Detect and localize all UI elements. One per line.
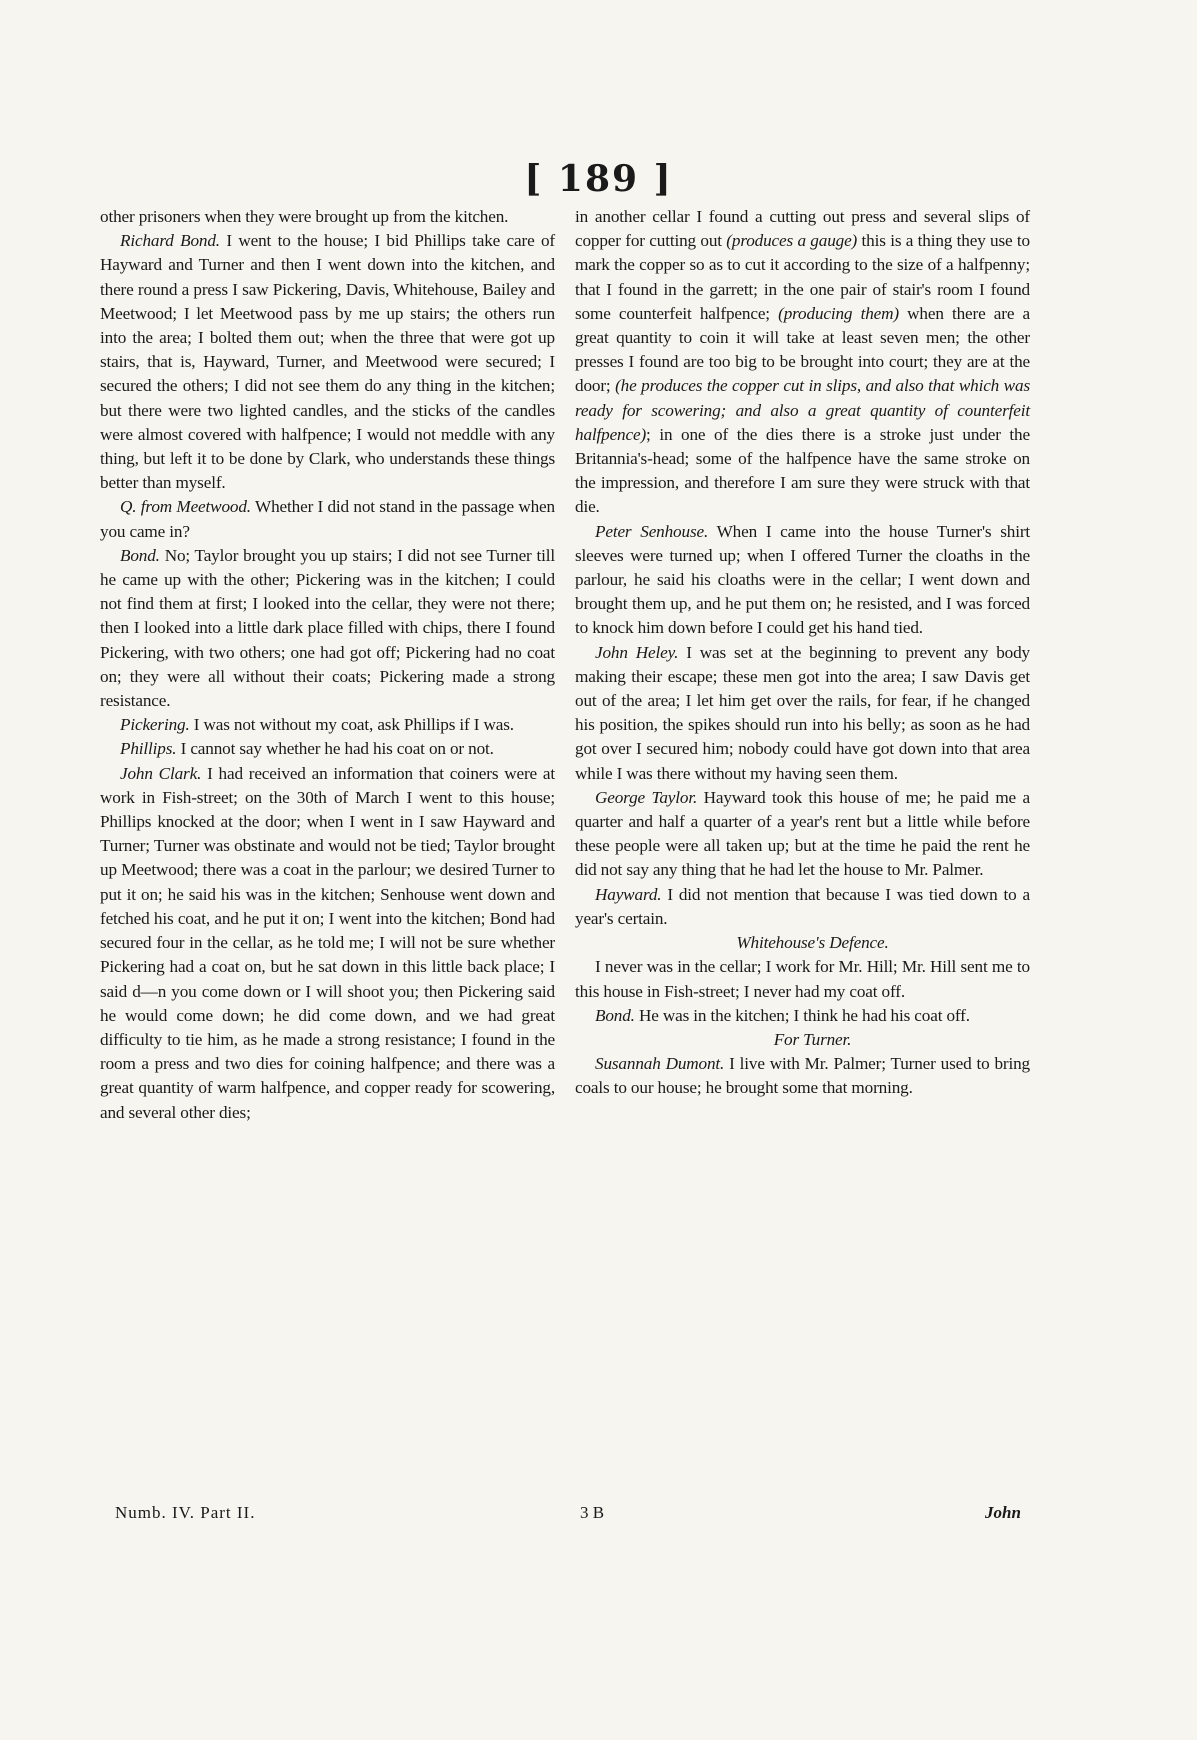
speaker-name: Hayward. [595,884,662,904]
testimony-paragraph [100,713,555,737]
testimony-text: Whether I did not stand in the passage when you came in? [100,497,555,541]
speaker-name: Peter Senhouse. [595,521,709,541]
testimony-paragraph [575,786,1030,883]
testimony-text: I did not mention that because I was tied down to a year's certain. [575,884,1030,928]
testimony-paragraph [575,883,1030,931]
testimony-paragraph [100,229,555,495]
catchword: John [985,1503,1021,1522]
speaker-name: Pickering. [120,715,190,735]
speaker-name: John Clark. [120,763,202,783]
testimony-paragraph [575,1004,1030,1028]
left-column [100,205,555,1125]
testimony-text: I had received an information that coiners were at work in Fish-street; on the 30th of March I went to this house; Phillips knocked at the door; when I went in I saw Hayward and Turner; Turner was obstinate and would not be tied; Taylor brought up Meetwood; there was a coat in the parlour; we desired Turner to put it on; he said his was in the kitchen; Senhouse went down and fetched his coat, and he put it on; I went into the kitchen; Bond had secured four in the cellar, as he told me; I will not be sure whether Pickering had a coat on, but he sat down in this little back place; I said d—n you come down or I will shoot you; then Pickering said he would come down; he did come down, and we had great difficulty to tie him, as he made a strong resistance; I found in the room a press and two dies for coining halfpence; and there was a great quantity of warm halfpence, and copper ready for scowering, and several other dies; [100,763,555,1122]
testimony-text: I was not without my coat, ask Phillips if I was. [193,715,514,735]
testimony-text: When I came into the house Turner's shirt sleeves were turned up; when I offered Turner the cloaths in the parlour, he said his cloaths were in the cellar; I went down and brought them up, and he put them on; he resisted, and I was forced to knock him down before I could get his hand tied. [575,521,1031,638]
testimony-text: I went to the house; I bid Phillips take care of Hayward and Turner and then I went down into the kitchen, and there round a press I saw Pickering, Davis, Whitehouse, Bailey and Meetwood; I let Meetwood pass by me up stairs; the others run into the area; I bolted them out; when the three that were got up stairs, that is, Hayward, Turner, and Meetwood were secured; I secured the others; I did not see them do any thing in the kitchen; but there were two lighted candles, and the sticks of the candles were almost covered with halfpence; I would not meddle with any thing, but left it to be done by Clark, who understands these things better than myself. [100,231,555,493]
signature-mark: Numb. IV. Part II. [115,1503,256,1522]
testimony-text: this is a thing they use to mark the copper so as to cut it according to the size of a halfpenny; that I found in the garrett; in the one pair of stair's room I found some counterfeit halfpence; [575,231,1030,323]
testimony-paragraph [100,495,555,543]
speaker-name: Richard Bond. [120,231,220,251]
testimony-text: other prisoners when they were brought up from the kitchen. [100,207,509,226]
testimony-text: He was in the kitchen; I think he had his coat off. [638,1005,970,1025]
testimony-text: I cannot say whether he had his coat on or not. [180,739,494,759]
speaker-name: George Taylor. [595,787,698,807]
testimony-text: in another cellar I found a cutting out press and several slips of copper for cutting out [575,207,1030,251]
testimony-text: Hayward took this house of me; he paid me a quarter and half a quarter of a year's rent but a little while before these people were all taken up; but at the time he paid the rent he did not say any thing that he had let the house to Mr. Palmer. [575,787,1030,880]
testimony-text: when there are a great quantity to coin it will take at least seven men; the other presses I found are too big to be brought into court; they are at the door; [575,303,1030,396]
testimony-text: I never was in the cellar; I work for Mr. Hill; Mr. Hill sent me to this house in Fish-street; I never had my coat off. [575,957,1030,1001]
testimony-text: ; in one of the dies there is a stroke just under the Britannia's-head; some of the halfpence have the same stroke on the impression, and therefore I am sure they were struck with that die. [575,424,1030,517]
testimony-text: No; Taylor brought you up stairs; I did not see Turner till he came up with the other; Pickering was in the kitchen; I could not find them at first; I looked into the cellar, they were not there; then I looked into a little dark place filled with chips, there I found Pickering, with two others; one had got off; Pickering had no coat on; they were all without their coats; Pickering made a strong resistance. [100,545,555,711]
speaker-name: Bond. [120,545,160,565]
testimony-paragraph [100,544,555,713]
testimony-paragraph [575,955,1030,1003]
section-heading: Whitehouse's Defence. [736,933,889,953]
testimony-paragraph [100,205,555,229]
speaker-name: Susannah Dumont. [595,1054,725,1074]
speaker-name: Bond. [595,1005,635,1025]
page-number: [ 189 ] [524,158,673,200]
testimony-paragraph [100,762,555,1125]
testimony-paragraph [575,205,1030,520]
testimony-paragraph [575,641,1030,786]
right-column [575,205,1030,1101]
testimony-text: I live with Mr. Palmer; Turner used to bring coals to our house; he brought some that morning. [575,1054,1030,1098]
speaker-name: Q. from Meetwood. [120,497,251,517]
stage-direction: (he produces the copper cut in slips, and also that which was ready for scowering; and also a great quantity of counterfeit halfpence) [575,376,1030,444]
speaker-name: Phillips. [120,739,177,759]
stage-direction: (producing them) [778,303,899,323]
testimony-paragraph [100,737,555,761]
gathering-mark: 3 B [580,1503,605,1522]
testimony-paragraph [575,1052,1030,1100]
section-heading: For Turner. [773,1029,852,1049]
testimony-paragraph [575,520,1030,641]
stage-direction: (produces a gauge) [726,231,858,251]
speaker-name: John Heley. [595,642,679,662]
testimony-text: I was set at the beginning to prevent any body making their escape; these men got into the area; I saw Davis get out of the area; I let him get over the rails, for fear, if he changed his position, the spikes should run into his belly; as soon as he had got over I secured him; nobody could have got down into that area while I was there without my having seen them. [575,642,1030,783]
